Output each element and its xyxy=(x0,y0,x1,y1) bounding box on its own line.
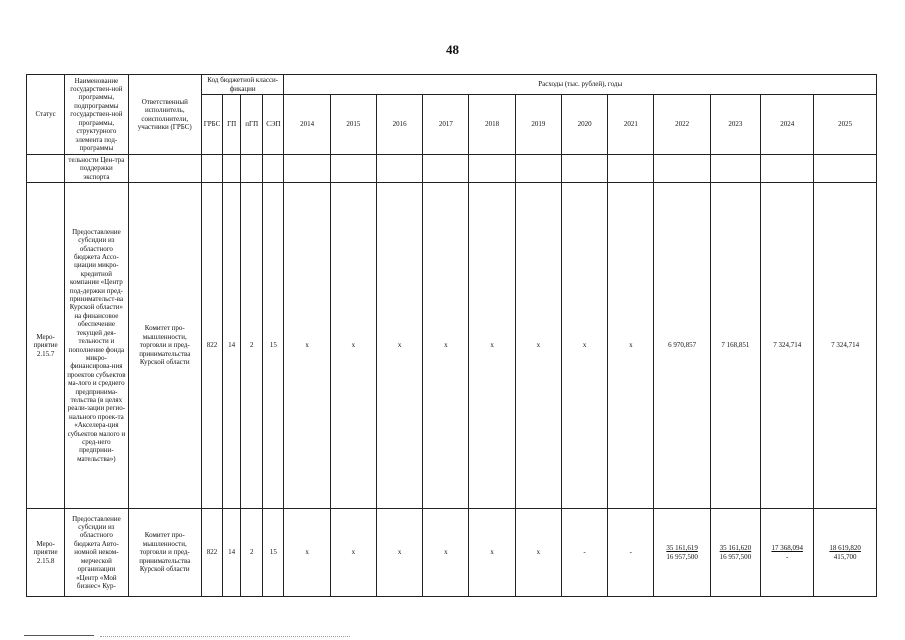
row-status: Меро-приятие 2.15.7 xyxy=(27,183,65,509)
row-responsible: Комитет про-мышленности, торговли и пред-принимательства Курской области xyxy=(128,509,201,597)
row-name: Предоставление субсидии из областного бюджета Авто-номной неком-мерческой организации «Центр «Мой бизнес» Кур- xyxy=(65,509,128,597)
row-value: - xyxy=(608,509,654,597)
row-value: x xyxy=(376,183,422,509)
header-code-grbs: ГРБС xyxy=(201,95,222,155)
row-code: 14 xyxy=(223,509,241,597)
row-value: x xyxy=(284,183,330,509)
row-split-value xyxy=(761,509,814,597)
row-value: x xyxy=(469,183,515,509)
row-split-value xyxy=(710,509,760,597)
row-responsible: Комитет про-мышленности, торговли и пред-принимательства Курской области xyxy=(128,183,201,509)
table-row xyxy=(27,183,877,509)
row-value: x xyxy=(330,509,376,597)
split-value-top: 17 368,094 xyxy=(771,544,803,553)
header-year: 2017 xyxy=(423,95,469,155)
row-value: x xyxy=(376,509,422,597)
row-code: 15 xyxy=(263,183,284,509)
row-status: Меро-приятие 2.15.8 xyxy=(27,509,65,597)
split-value-top: 35 161,620 xyxy=(719,544,752,553)
row-value: 7 324,714 xyxy=(761,183,814,509)
header-year: 2022 xyxy=(654,95,710,155)
row-split-value xyxy=(654,509,710,597)
split-value-top: 18 619,820 xyxy=(829,544,861,553)
row-value: x xyxy=(515,183,561,509)
header-year: 2014 xyxy=(284,95,330,155)
row-value: x xyxy=(608,183,654,509)
header-code-group: Код бюджетной класси-фикации xyxy=(201,75,283,95)
header-code-sep: СЭП xyxy=(263,95,284,155)
header-name: Наименование государствен-ной программы, подпрограммы государствен-ной программы, структурного элемента под-программы xyxy=(65,75,128,155)
header-year: 2019 xyxy=(515,95,561,155)
row-value: x xyxy=(284,509,330,597)
header-year: 2024 xyxy=(761,95,814,155)
page-number: 48 xyxy=(446,42,459,57)
row-code: 2 xyxy=(241,183,263,509)
split-value-bottom: 415,700 xyxy=(833,552,857,561)
header-year: 2021 xyxy=(608,95,654,155)
header-year: 2018 xyxy=(469,95,515,155)
split-value-bottom: - xyxy=(786,552,789,561)
footnote-rule xyxy=(24,635,94,636)
header-code-gp: ГП xyxy=(223,95,241,155)
row-value: x xyxy=(423,183,469,509)
row-value: x xyxy=(330,183,376,509)
header-year: 2023 xyxy=(710,95,760,155)
row-code: 822 xyxy=(201,183,222,509)
footnote-strip xyxy=(0,628,905,640)
table-row xyxy=(27,155,877,183)
header-year: 2016 xyxy=(376,95,422,155)
footnote-faint-line xyxy=(100,630,350,637)
row-name: Предоставление субсидии из областного бюджета Ассо-циации микро-кредитной компании «Центр под-держки пред-принимательст-ва Курской области» на финансовое обеспечение текущей дея-тельности и пополнение фонда микро-финансирова-ния проектов субъектов ма-лого и среднего предпринима-тельства (в целях реали-зации регио-нального проек-та «Акселера-ция субъектов малого и сред-него предприни-мательства») xyxy=(65,183,128,509)
row-value: - xyxy=(561,509,607,597)
row-code: 14 xyxy=(223,183,241,509)
row-code: 2 xyxy=(241,509,263,597)
header-year: 2025 xyxy=(814,95,877,155)
split-value-bottom: 16 957,500 xyxy=(666,552,698,561)
header-status: Статус xyxy=(27,75,65,155)
row-value: x xyxy=(469,509,515,597)
budget-table xyxy=(26,74,877,597)
row-value: x xyxy=(423,509,469,597)
split-value-top: 35 161,619 xyxy=(666,544,698,553)
row-value: 7 168,851 xyxy=(710,183,760,509)
row-value: 6 970,857 xyxy=(654,183,710,509)
table-row xyxy=(27,509,877,597)
header-expenses-group: Расходы (тыс. рублей), годы xyxy=(284,75,877,95)
row-value: 7 324,714 xyxy=(814,183,877,509)
header-year: 2015 xyxy=(330,95,376,155)
row-value: x xyxy=(515,509,561,597)
row-split-value xyxy=(814,509,877,597)
header-code-pgp: пГП xyxy=(241,95,263,155)
continuation-name: тельности Цен-тра поддержки экспорта xyxy=(65,155,128,183)
header-year: 2020 xyxy=(561,95,607,155)
header-responsible: Ответственный исполнитель, соисполнители, участники (ГРБС) xyxy=(128,75,201,155)
split-value-bottom: 16 957,500 xyxy=(719,552,752,561)
row-code: 822 xyxy=(201,509,222,597)
row-value: x xyxy=(561,183,607,509)
row-code: 15 xyxy=(263,509,284,597)
